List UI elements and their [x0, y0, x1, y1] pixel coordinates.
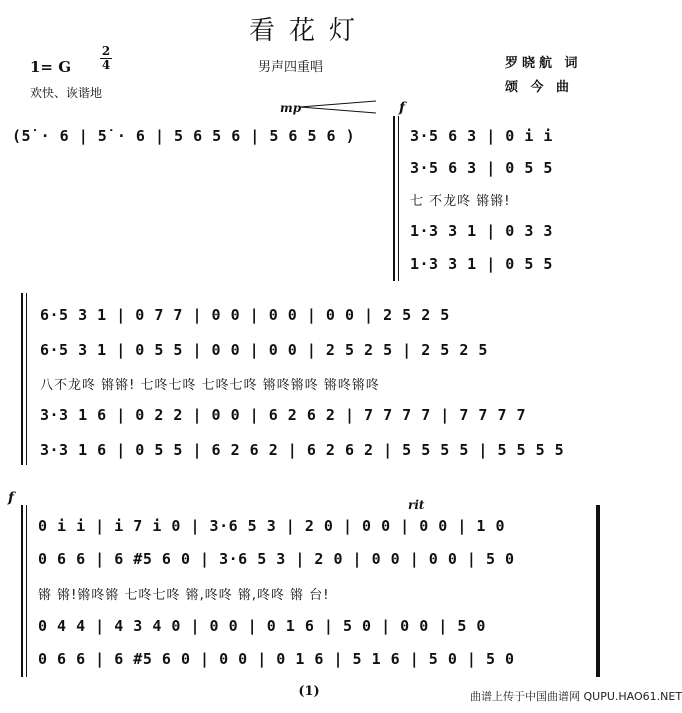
- watermark: 曲谱上传于中国曲谱网 QUPU.HAO61.NET: [470, 690, 682, 703]
- final-barline: [596, 505, 600, 677]
- s1-voice-3: 1·3 3 1 | 0 3 3: [410, 222, 553, 240]
- time-signature-bottom: 4: [101, 58, 111, 72]
- crescendo-hairpin: [300, 100, 378, 114]
- s3-voice-2: 0 6 6 | 6 #5 6 0 | 3·6 5 3 | 2 0 | 0 0 | 0 0 | 5 0: [38, 550, 515, 568]
- s2-lyrics: 八不龙咚 锵锵! 七咚七咚 七咚七咚 锵咚锵咚 锵咚锵咚: [40, 378, 380, 393]
- song-title: 看花灯: [248, 16, 369, 46]
- system3-bracket: [21, 505, 23, 677]
- s3-voice-3: 0 4 4 | 4 3 4 0 | 0 0 | 0 1 6 | 5 0 | 0 0 | 5 0: [38, 617, 486, 635]
- time-signature-top: 2: [101, 44, 111, 58]
- s3-lyrics: 锵 锵!锵咚锵 七咚七咚 锵,咚咚 锵,咚咚 锵 台!: [38, 588, 330, 603]
- s2-voice-1: 6·5 3 1 | 0 7 7 | 0 0 | 0 0 | 0 0 | 2 5 2 5: [40, 306, 450, 324]
- time-signature: [100, 45, 112, 72]
- dynamic-f-1: f: [399, 100, 406, 116]
- lyricist-credit: 罗晓航 词: [505, 56, 582, 71]
- page-number: (1): [298, 684, 320, 699]
- s2-voice-3: 3·3 1 6 | 0 2 2 | 0 0 | 6 2 6 2 | 7 7 7 7 | 7 7 7 7: [40, 406, 527, 424]
- s1-voice-4: 1·3 3 1 | 0 5 5: [410, 255, 553, 273]
- dynamic-f-2: f: [8, 490, 15, 506]
- system2-bracket: [21, 293, 23, 465]
- system1-bracket: [393, 116, 395, 281]
- s3-voice-4: 0 6 6 | 6 #5 6 0 | 0 0 | 0 1 6 | 5 1 6 | 5 0 | 5 0: [38, 650, 515, 668]
- voicing-label: 男声四重唱: [258, 60, 324, 75]
- composer-credit: 颂 今 曲: [505, 80, 574, 95]
- key-signature: 1= G: [30, 58, 72, 76]
- s1-voice-2: 3·5 6 3 | 0 5 5: [410, 159, 553, 177]
- s1-voice-1: 3·5 6 3 | 0 i i: [410, 127, 553, 145]
- tempo-marking: 欢快、诙谐地: [30, 86, 103, 100]
- s2-voice-2: 6·5 3 1 | 0 5 5 | 0 0 | 0 0 | 2 5 2 5 | 2 5 2 5: [40, 341, 488, 359]
- ritardando-marking: rit: [408, 498, 425, 512]
- s1-lyrics: 七 不龙咚 锵锵!: [410, 194, 511, 209]
- s2-voice-4: 3·3 1 6 | 0 5 5 | 6 2 6 2 | 6 2 6 2 | 5 5 5 5 | 5 5 5 5: [40, 441, 565, 459]
- s3-voice-1: 0 i i | i 7 i 0 | 3·6 5 3 | 2 0 | 0 0 | 0 0 | 1 0: [38, 517, 506, 535]
- dynamic-mp: mp: [280, 101, 302, 115]
- intro-line: (5̇ · 6 | 5̇ · 6 | 5 6 5 6 | 5 6 5 6 ): [12, 127, 356, 145]
